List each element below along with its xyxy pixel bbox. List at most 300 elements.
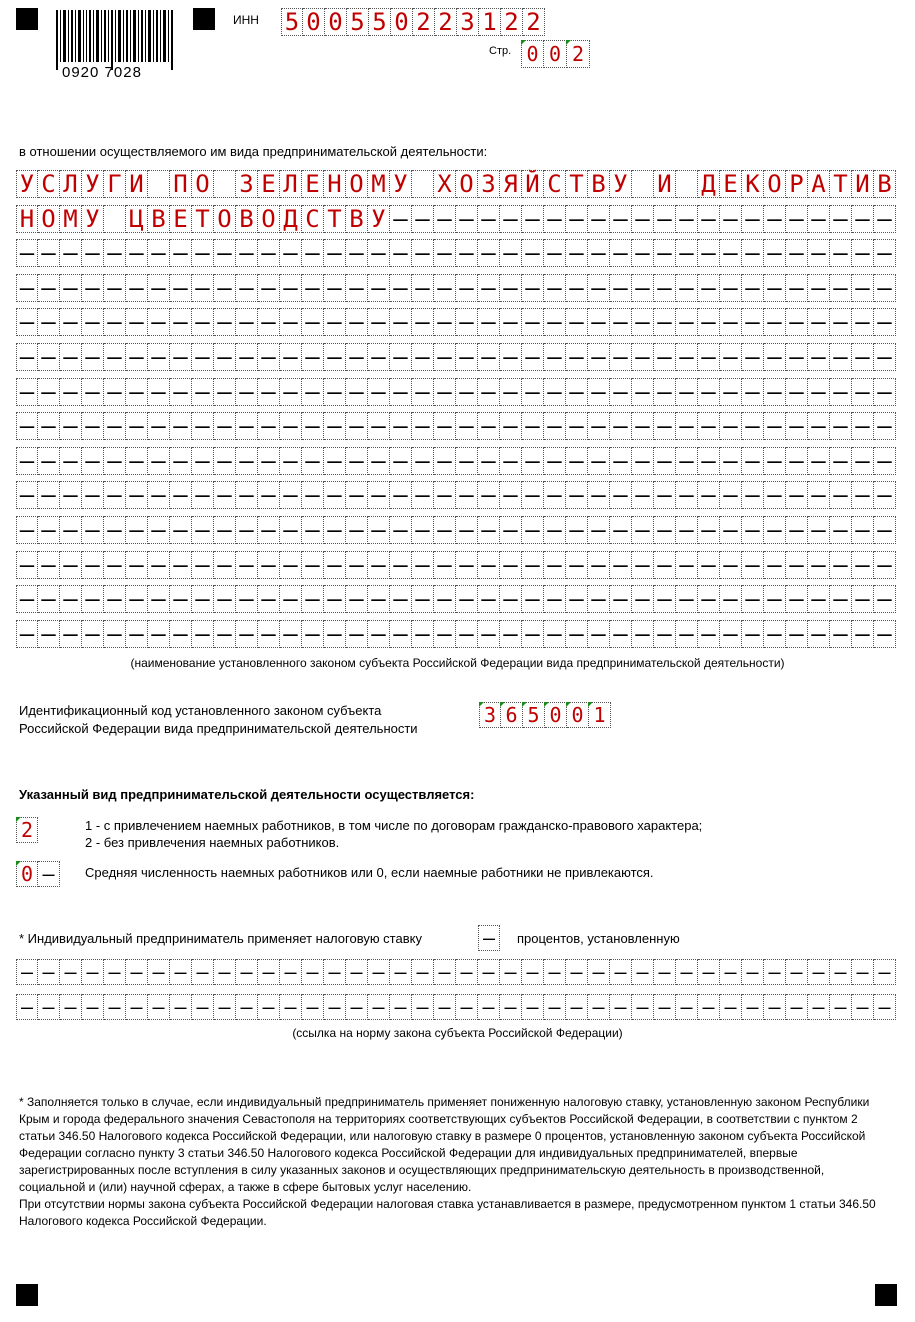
activity-row xyxy=(16,447,896,475)
activity-cell: – xyxy=(302,551,324,579)
activity-cell: – xyxy=(412,585,434,613)
activity-cell: – xyxy=(192,239,214,267)
activity-cell: – xyxy=(830,308,852,336)
activity-cell: У xyxy=(610,170,632,198)
activity-cell: – xyxy=(852,447,874,475)
law-reference-cell: – xyxy=(522,994,544,1020)
activity-cell: – xyxy=(456,239,478,267)
rate-field[interactable] xyxy=(478,925,500,951)
activity-cell: – xyxy=(170,516,192,544)
inn-cell: 2 xyxy=(435,8,457,36)
activity-cell: А xyxy=(808,170,830,198)
activity-cell: – xyxy=(874,516,896,544)
activity-cell: – xyxy=(236,516,258,544)
law-reference-cell: – xyxy=(192,994,214,1020)
activity-cell: – xyxy=(258,239,280,267)
activity-cell: – xyxy=(126,412,148,440)
activity-cell: – xyxy=(566,378,588,406)
activity-cell: М xyxy=(368,170,390,198)
id-code-cell: 1 xyxy=(589,702,611,728)
activity-cell: – xyxy=(786,481,808,509)
activity-cell: – xyxy=(214,343,236,371)
law-reference-cell: – xyxy=(698,959,720,985)
activity-cell: – xyxy=(302,412,324,440)
law-reference-cell: – xyxy=(852,959,874,985)
activity-cell: – xyxy=(654,274,676,302)
activity-cell: – xyxy=(236,274,258,302)
law-reference-cell: – xyxy=(302,959,324,985)
activity-cell: – xyxy=(280,239,302,267)
activity-cell: – xyxy=(478,343,500,371)
activity-cell: – xyxy=(170,585,192,613)
activity-cell: – xyxy=(852,551,874,579)
activity-cell: – xyxy=(610,585,632,613)
activity-cell: – xyxy=(258,620,280,648)
law-reference-cell: – xyxy=(236,994,258,1020)
activity-row xyxy=(16,551,896,579)
law-reference-cell: – xyxy=(478,959,500,985)
law-reference-cell: – xyxy=(60,959,82,985)
activity-cell: – xyxy=(654,516,676,544)
activity-cell: – xyxy=(852,239,874,267)
rate-cell: – xyxy=(478,925,500,951)
law-reference-cell: – xyxy=(38,959,60,985)
activity-cell: – xyxy=(742,620,764,648)
activity-cell: – xyxy=(148,378,170,406)
activity-cell: – xyxy=(280,551,302,579)
activity-cell: – xyxy=(368,343,390,371)
activity-cell: – xyxy=(698,274,720,302)
activity-cell: – xyxy=(808,343,830,371)
activity-cell: – xyxy=(104,551,126,579)
activity-cell: – xyxy=(544,447,566,475)
law-reference-cell: – xyxy=(368,959,390,985)
activity-cell: – xyxy=(236,378,258,406)
activity-cell: Д xyxy=(698,170,720,198)
activity-cell: – xyxy=(368,585,390,613)
law-reference-cell: – xyxy=(632,994,654,1020)
activity-cell: – xyxy=(786,516,808,544)
activity-cell: К xyxy=(742,170,764,198)
activity-cell: – xyxy=(566,205,588,233)
activity-cell: – xyxy=(82,551,104,579)
inn-field[interactable] xyxy=(281,8,545,36)
law-reference-cell: – xyxy=(830,959,852,985)
activity-cell: – xyxy=(126,516,148,544)
activity-cell: – xyxy=(720,551,742,579)
activity-cell: – xyxy=(280,447,302,475)
activity-cell: И xyxy=(126,170,148,198)
activity-cell: – xyxy=(742,481,764,509)
activity-cell: – xyxy=(808,585,830,613)
activity-cell xyxy=(214,170,236,198)
activity-cell: – xyxy=(60,551,82,579)
activity-cell: – xyxy=(38,551,60,579)
page-number-field[interactable] xyxy=(521,40,590,68)
activity-cell: – xyxy=(764,274,786,302)
activity-cell: – xyxy=(676,447,698,475)
activity-cell: – xyxy=(874,205,896,233)
law-reference-cell: – xyxy=(346,994,368,1020)
workers-mode-field[interactable] xyxy=(16,817,38,843)
workers-mode-option1: 1 - с привлечением наемных работников, в том числе по договорам гражданско-правового характера; xyxy=(85,818,703,833)
activity-cell: – xyxy=(676,378,698,406)
activity-cell: – xyxy=(192,343,214,371)
activity-cell: – xyxy=(742,239,764,267)
id-code-cell: 0 xyxy=(545,702,567,728)
activity-cell: – xyxy=(720,412,742,440)
law-reference-cell: – xyxy=(874,994,896,1020)
activity-cell: – xyxy=(786,620,808,648)
activity-cell: – xyxy=(698,447,720,475)
activity-cell: – xyxy=(720,447,742,475)
activity-cell: – xyxy=(654,585,676,613)
activity-cell: – xyxy=(654,308,676,336)
activity-cell: Л xyxy=(60,170,82,198)
activity-cell: – xyxy=(676,516,698,544)
activity-cell: – xyxy=(764,378,786,406)
activity-cell: – xyxy=(126,274,148,302)
activity-cell: Т xyxy=(324,205,346,233)
footnote-paragraph2: При отсутствии нормы закона субъекта Российской Федерации налоговая ставка устанавливается в размере, предусмотренном пунктом 1 статьи 346.50 Налогового кодекса Российской Федерации. xyxy=(19,1197,876,1228)
activity-cell: – xyxy=(456,378,478,406)
activity-cell: – xyxy=(632,516,654,544)
activity-cell: – xyxy=(280,378,302,406)
activity-cell: – xyxy=(764,551,786,579)
activity-cell: – xyxy=(60,308,82,336)
activity-cell: – xyxy=(126,620,148,648)
activity-cell: – xyxy=(390,343,412,371)
workers-count-label: Средняя численность наемных работников или 0, если наемные работники не привлекаются. xyxy=(85,865,654,880)
activity-cell: – xyxy=(368,447,390,475)
activity-cell: – xyxy=(412,412,434,440)
law-reference-cell: – xyxy=(632,959,654,985)
activity-cell: – xyxy=(500,412,522,440)
activity-cell: С xyxy=(544,170,566,198)
activity-cell: Х xyxy=(434,170,456,198)
activity-cell: – xyxy=(654,447,676,475)
activity-cell: – xyxy=(874,585,896,613)
activity-cell: Ц xyxy=(126,205,148,233)
activity-cell: О xyxy=(258,205,280,233)
activity-cell: – xyxy=(38,481,60,509)
activity-cell: – xyxy=(434,585,456,613)
activity-cell: – xyxy=(192,412,214,440)
activity-cell: – xyxy=(434,378,456,406)
activity-cell: – xyxy=(16,239,38,267)
activity-cell: – xyxy=(522,274,544,302)
law-reference-cell: – xyxy=(808,994,830,1020)
activity-cell: – xyxy=(742,274,764,302)
activity-cell: – xyxy=(236,239,258,267)
activity-cell: – xyxy=(60,274,82,302)
activity-cell: – xyxy=(148,585,170,613)
activity-cell: – xyxy=(698,481,720,509)
law-reference-cell: – xyxy=(874,959,896,985)
activity-cell: – xyxy=(346,274,368,302)
activity-cell: – xyxy=(104,308,126,336)
activity-cell: – xyxy=(324,274,346,302)
activity-cell: – xyxy=(830,551,852,579)
inn-cell: 5 xyxy=(281,8,303,36)
activity-cell: – xyxy=(104,378,126,406)
activity-cell: – xyxy=(742,343,764,371)
activity-cell: – xyxy=(522,447,544,475)
activity-cell: Е xyxy=(720,170,742,198)
activity-cell: – xyxy=(500,447,522,475)
law-reference-cell: – xyxy=(126,994,148,1020)
activity-cell: – xyxy=(412,447,434,475)
activity-row xyxy=(16,620,896,648)
page-label: Стр. xyxy=(489,45,512,57)
id-code-cell: 5 xyxy=(523,702,545,728)
workers-mode-cell: 2 xyxy=(16,817,38,843)
activity-cell: – xyxy=(874,412,896,440)
activity-cell: – xyxy=(588,412,610,440)
activity-cell: – xyxy=(566,239,588,267)
activity-cell: – xyxy=(148,620,170,648)
law-reference-cell: – xyxy=(676,959,698,985)
activity-cell: – xyxy=(412,343,434,371)
activity-cell: – xyxy=(698,205,720,233)
activity-cell: – xyxy=(324,412,346,440)
activity-row xyxy=(16,516,896,544)
activity-cell: – xyxy=(104,274,126,302)
activity-cell: – xyxy=(544,205,566,233)
activity-cell: – xyxy=(522,620,544,648)
law-reference-cell: – xyxy=(104,994,126,1020)
law-reference-cell: – xyxy=(368,994,390,1020)
activity-cell: – xyxy=(500,239,522,267)
activity-cell: – xyxy=(874,343,896,371)
activity-cell: – xyxy=(104,620,126,648)
activity-cell: – xyxy=(698,585,720,613)
activity-cell: – xyxy=(632,274,654,302)
activity-cell: – xyxy=(38,447,60,475)
activity-cell: – xyxy=(676,585,698,613)
activity-cell: – xyxy=(346,239,368,267)
activity-cell: – xyxy=(830,378,852,406)
law-reference-cell: – xyxy=(82,959,104,985)
law-reference-cell: – xyxy=(192,959,214,985)
activity-cell: – xyxy=(82,274,104,302)
activity-cell: О xyxy=(192,170,214,198)
activity-cell: – xyxy=(280,585,302,613)
activity-cell: – xyxy=(654,412,676,440)
activity-cell: – xyxy=(38,412,60,440)
activity-cell: – xyxy=(390,308,412,336)
activity-cell: Л xyxy=(280,170,302,198)
activity-cell: – xyxy=(302,481,324,509)
activity-cell: – xyxy=(830,585,852,613)
activity-cell: – xyxy=(478,412,500,440)
activity-row xyxy=(16,308,896,336)
inn-cell: 2 xyxy=(523,8,545,36)
activity-cell: – xyxy=(214,447,236,475)
activity-cell: – xyxy=(742,551,764,579)
activity-cell: – xyxy=(786,239,808,267)
activity-cell: – xyxy=(830,239,852,267)
activity-cell: – xyxy=(324,585,346,613)
activity-cell: – xyxy=(412,620,434,648)
activity-cell: – xyxy=(808,239,830,267)
activity-cell: Н xyxy=(16,205,38,233)
activity-cell: – xyxy=(104,481,126,509)
activity-cell: – xyxy=(566,343,588,371)
activity-cell: – xyxy=(280,343,302,371)
activity-cell: – xyxy=(654,481,676,509)
activity-cell: – xyxy=(346,447,368,475)
activity-cell: – xyxy=(104,585,126,613)
footnote-paragraph1: * Заполняется только в случае, если индивидуальный предприниматель применяет пониженную налоговую ставку, установленную законом Республики Крым и города федерального значения Севастополя на территориях соответствующих субъектов Российской Федерации, в соответствии с пунктом 2 статьи 346.50 Налогового кодекса Российской Федерации, или налоговую ставку в размере 0 процентов, установленную законом субъекта Российской Федерации согласно пункту 3 статьи 346.50 Налогового кодекса Российской Федерации для индивидуальных предпринимателей, впервые зарегистрированных после вступления в силу указанных законов и осуществляющих предпринимательскую деятельность в производственной, социальной и (или) научной сферах, а также в сфере бытовых услуг населению. xyxy=(19,1095,870,1194)
activity-cell: – xyxy=(720,481,742,509)
activity-cell: – xyxy=(478,239,500,267)
activity-cell: – xyxy=(258,412,280,440)
activity-cell: О xyxy=(456,170,478,198)
workers-mode-option2: 2 - без привлечения наемных работников. xyxy=(85,835,340,850)
law-reference-cell: – xyxy=(544,959,566,985)
activity-cell: – xyxy=(654,551,676,579)
activity-cell: – xyxy=(16,620,38,648)
activity-cell: В xyxy=(346,205,368,233)
activity-cell: – xyxy=(808,551,830,579)
activity-cell: – xyxy=(60,516,82,544)
corner-marker-bottom-right xyxy=(875,1284,897,1306)
law-reference-cell: – xyxy=(654,994,676,1020)
activity-cell: – xyxy=(632,585,654,613)
activity-cell: – xyxy=(346,308,368,336)
law-reference-cell: – xyxy=(808,959,830,985)
activity-cell: – xyxy=(610,412,632,440)
activity-cell: – xyxy=(852,481,874,509)
activity-cell: – xyxy=(676,412,698,440)
activity-cell: – xyxy=(192,274,214,302)
law-reference-cell: – xyxy=(170,959,192,985)
law-reference-cell: – xyxy=(654,959,676,985)
activity-cell: – xyxy=(302,447,324,475)
activity-cell: – xyxy=(654,239,676,267)
activity-cell: – xyxy=(148,274,170,302)
activity-cell: – xyxy=(390,585,412,613)
activity-cell: – xyxy=(522,551,544,579)
law-reference-cell: – xyxy=(500,994,522,1020)
activity-cell: – xyxy=(566,274,588,302)
activity-cell: – xyxy=(82,308,104,336)
activity-cell: – xyxy=(148,239,170,267)
activity-cell: – xyxy=(610,620,632,648)
inn-cell: 0 xyxy=(325,8,347,36)
activity-cell: – xyxy=(236,343,258,371)
law-reference-cell: – xyxy=(610,994,632,1020)
activity-cell: – xyxy=(588,585,610,613)
activity-row xyxy=(16,343,896,371)
activity-cell: – xyxy=(808,481,830,509)
activity-cell: – xyxy=(346,343,368,371)
activity-cell: – xyxy=(610,274,632,302)
activity-cell: – xyxy=(258,481,280,509)
activity-cell: – xyxy=(478,308,500,336)
activity-cell: – xyxy=(808,205,830,233)
activity-cell: Г xyxy=(104,170,126,198)
activity-cell: И xyxy=(654,170,676,198)
activity-cell: – xyxy=(126,551,148,579)
activity-cell: – xyxy=(500,481,522,509)
activity-cell: – xyxy=(500,343,522,371)
activity-cell: – xyxy=(38,585,60,613)
law-reference-cell: – xyxy=(610,959,632,985)
activity-cell: – xyxy=(346,412,368,440)
law-reference-cell: – xyxy=(852,994,874,1020)
activity-cell: – xyxy=(720,308,742,336)
activity-cell: – xyxy=(588,308,610,336)
activity-cell: – xyxy=(16,343,38,371)
activity-cell: – xyxy=(82,585,104,613)
activity-cell: – xyxy=(544,516,566,544)
activity-cell: – xyxy=(170,447,192,475)
activity-cell: – xyxy=(412,516,434,544)
activity-cell: – xyxy=(830,205,852,233)
activity-cell: – xyxy=(478,585,500,613)
activity-cell: – xyxy=(148,551,170,579)
activity-cell: – xyxy=(830,343,852,371)
activity-cell: – xyxy=(610,205,632,233)
activity-cell: – xyxy=(654,378,676,406)
activity-cell: – xyxy=(808,516,830,544)
activity-cell: У xyxy=(82,205,104,233)
activity-cell: – xyxy=(632,551,654,579)
activity-cell: – xyxy=(566,620,588,648)
activity-cell: – xyxy=(60,343,82,371)
id-code-cell: 0 xyxy=(567,702,589,728)
activity-cell: – xyxy=(214,516,236,544)
activity-cell: – xyxy=(698,412,720,440)
activity-cell: – xyxy=(38,378,60,406)
workers-count-field[interactable] xyxy=(16,861,60,887)
activity-cell: – xyxy=(632,205,654,233)
activity-cell: – xyxy=(434,551,456,579)
activity-cell: – xyxy=(500,620,522,648)
activity-cell: – xyxy=(324,551,346,579)
activity-cell: – xyxy=(236,620,258,648)
activity-cell: Е xyxy=(302,170,324,198)
activity-cell: – xyxy=(214,378,236,406)
workers-count-cell: 0 xyxy=(16,861,38,887)
activity-cell: – xyxy=(434,447,456,475)
activity-cell: – xyxy=(60,447,82,475)
page-cell: 0 xyxy=(521,40,544,68)
activity-cell: – xyxy=(192,308,214,336)
activity-cell: – xyxy=(522,343,544,371)
activity-cell: – xyxy=(170,274,192,302)
id-code-label-line2: Российской Федерации вида предпринимательской деятельности xyxy=(19,721,418,736)
activity-cell: – xyxy=(302,308,324,336)
id-code-field[interactable] xyxy=(479,702,611,728)
activity-cell: – xyxy=(324,308,346,336)
activity-cell: – xyxy=(632,378,654,406)
activity-cell: Т xyxy=(192,205,214,233)
footnote xyxy=(19,1094,889,1230)
activity-cell: – xyxy=(852,343,874,371)
activity-cell: – xyxy=(478,481,500,509)
barcode-number: 0920 7028 xyxy=(62,64,142,81)
activity-cell: – xyxy=(412,378,434,406)
corner-marker-bottom-left xyxy=(16,1284,38,1306)
activity-cell: – xyxy=(874,239,896,267)
activity-cell: – xyxy=(390,378,412,406)
activity-cell: В xyxy=(236,205,258,233)
activity-cell: З xyxy=(478,170,500,198)
activity-cell: – xyxy=(544,585,566,613)
